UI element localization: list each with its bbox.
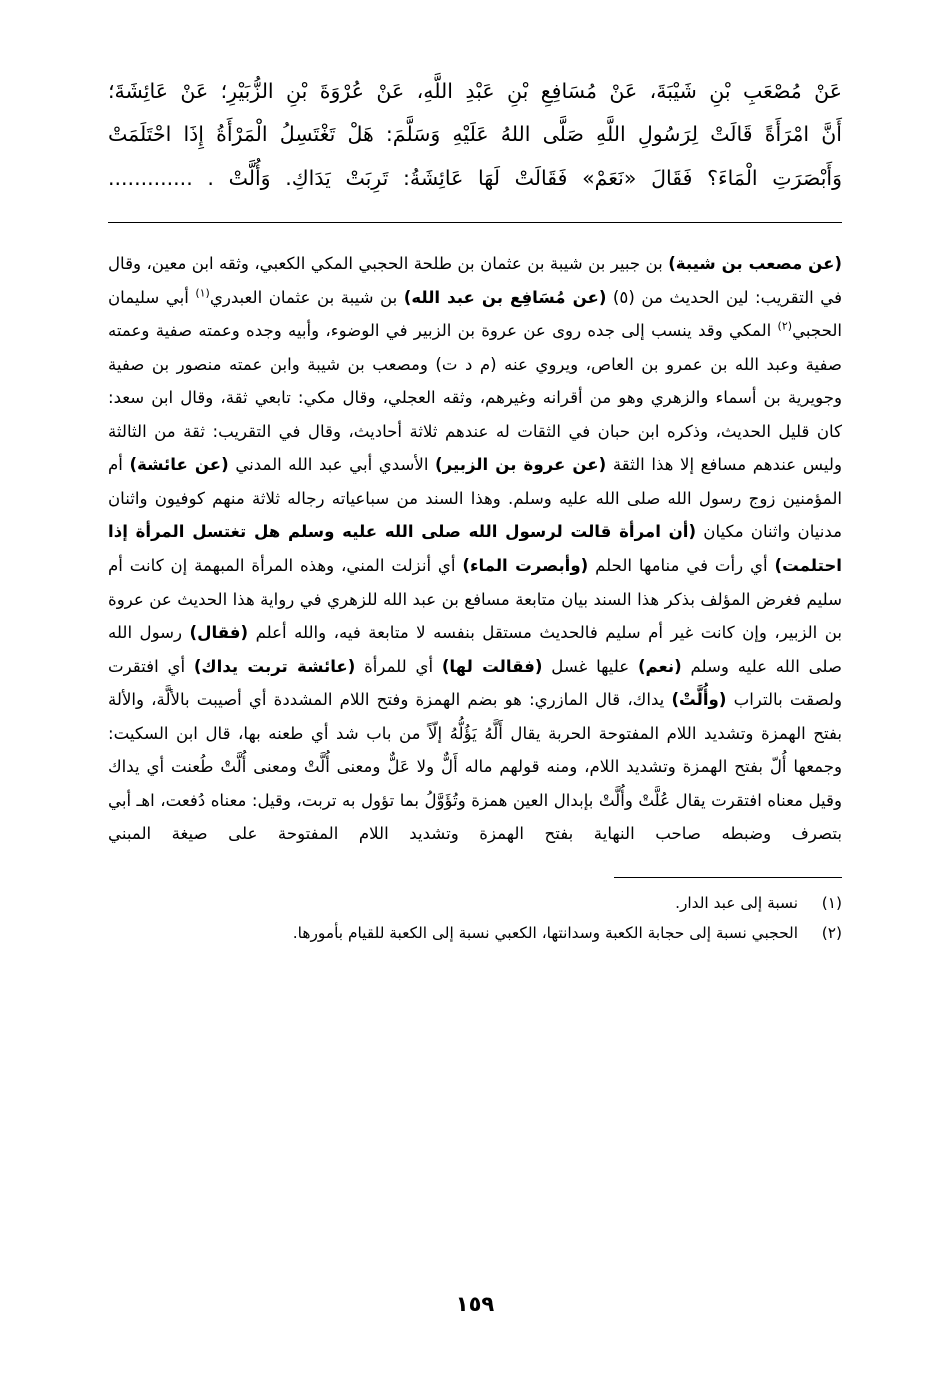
footnotes-section — [108, 877, 842, 948]
footnote-divider — [614, 877, 842, 878]
footnote-number: (٢) — [821, 923, 842, 942]
hadith-matn-block — [108, 70, 842, 200]
commentary-block — [108, 247, 842, 850]
matn-line: وَأَبْصَرَتِ الْمَاءَ؟ فَقَالَ «نَعَمْ» فَقَالَتْ لَهَا عَائِشَةُ: تَرِبَتْ يَدَاكِ. وَأُلَّتْ . ............. — [108, 165, 842, 190]
section-divider — [108, 222, 842, 223]
footnote-item — [108, 888, 842, 918]
matn-line: عَنْ مُصْعَبِ بْنِ شَيْبَةَ، عَنْ مُسَافِعِ بْنِ عَبْدِ اللَّهِ، عَنْ عُرْوَةَ بْنِ الزُّبَيْرِ؛ عَنْ عَائِشَةَ؛ — [108, 79, 842, 103]
matn-line: أَنَّ امْرَأَةً قَالَتْ لِرَسُولِ اللَّهِ صَلَّى اللهُ عَلَيْهِ وَسَلَّمَ: هَلْ تَغْتَسِلُ الْمَرْأَةُ إِذَا احْتَلَمَتْ — [108, 122, 842, 147]
commentary-paragraph: (عن مصعب بن شيبة) بن جبير بن شيبة بن عثمان بن طلحة الحجبي المكي الكعبي، وثقه ابن معين، وقال في التقريب: لين الحديث من (٥) (عن مُسَافِع بن عبد الله) بن شيبة بن عثمان العبدري$^{(١)}$ أبي سليمان الحجبي$^{(٢)}$ المكي وقد ينسب إلى جده روى عن عروة بن الزبير في الوضوء، وأبيه وجده وعمته صفية وعمته صفية وعبد الله بن عمرو بن العاص، ويروي عنه (م د ت) ومصعب بن شيبة وابن عمته منصور بن صفية وجويرية بن أسماء والزهري وهو من أقرانه وغيرهم، وثقه العجلي، وقال مكي: تابعي ثقة، وقال ابن سعد: كان قليل الحديث، وذكره ابن حبان في الثقات له عندهم ثلاثة أحاديث، وقال في التقريب: ثقة من الثالثة وليس عندهم مسافع إلا هذا الثقة (عن عروة بن الزبير) الأسدي أبي عبد الله المدني (عن عائشة) أم المؤمنين زوج رسول الله صلى الله عليه وسلم. وهذا السند من سباعياته رجاله ثلاثة منهم كوفيون واثنان مدنيان واثنان مكيان (أن امرأة قالت لرسول الله صلى الله عليه وسلم هل تغتسل المرأة إذا احتلمت) أي رأت في منامها الحلم (وأبصرت الماء) أي أنزلت المني، وهذه المرأة المبهمة إن كانت أم سليم فغرض المؤلف بذكر هذا السند بيان متابعة مسافع بن عبد الله للزهري في رواية هذا الحديث عن عروة بن الزبير، وإن كانت غير أم سليم فالحديث مستقل بنفسه لا متابعة فيه، والله أعلم (فقال) رسول الله صلى الله عليه وسلم (نعم) عليها غسل (فقالت لها) أي للمرأة (عائشة تربت يداك) أي افتقرت ولصقت بالتراب (وأُلَّتْ) يداك، قال المازري: هو بضم الهمزة وفتح اللام المشددة أي أصيبت بالألَّة، والألة بفتح الهمزة وتشديد اللام المفتوحة الحربة يقال أَلَّهُ يَؤُلُّهُ إلّاً من باب شد أي طعنه بها، قال ابن السكيت: وجمعها أُلّ بفتح الهمزة وتشديد اللام، ومنه قولهم ماله أَلٌّ ولا عَلٌّ ومعنى أُلَّتْ ومعنى أُلَّتْ طُعنت أي يداك وقيل معناه افتقرت يقال عُلَّتْ وأُلَّتْ بإبدال العين همزة وتُؤَوَّلُ بما تؤول به تربت، وقيل: معناه دُفعت، اهـ أبي بتصرف وضبطه صاحب النهاية بفتح الهمزة وتشديد اللام المفتوحة على صيغة المبني — [108, 254, 843, 844]
footnote-text: الحجبي نسبة إلى حجابة الكعبة وسدانتها، الكعبي نسبة إلى الكعبة للقيام بأمورها. — [292, 923, 798, 942]
footnote-list — [108, 888, 842, 948]
footnote-text: نسبة إلى عبد الدار. — [675, 893, 798, 912]
footnote-item — [108, 918, 842, 948]
page-number: ١٥٩ — [455, 1292, 495, 1316]
footnote-number: (١) — [821, 893, 842, 912]
